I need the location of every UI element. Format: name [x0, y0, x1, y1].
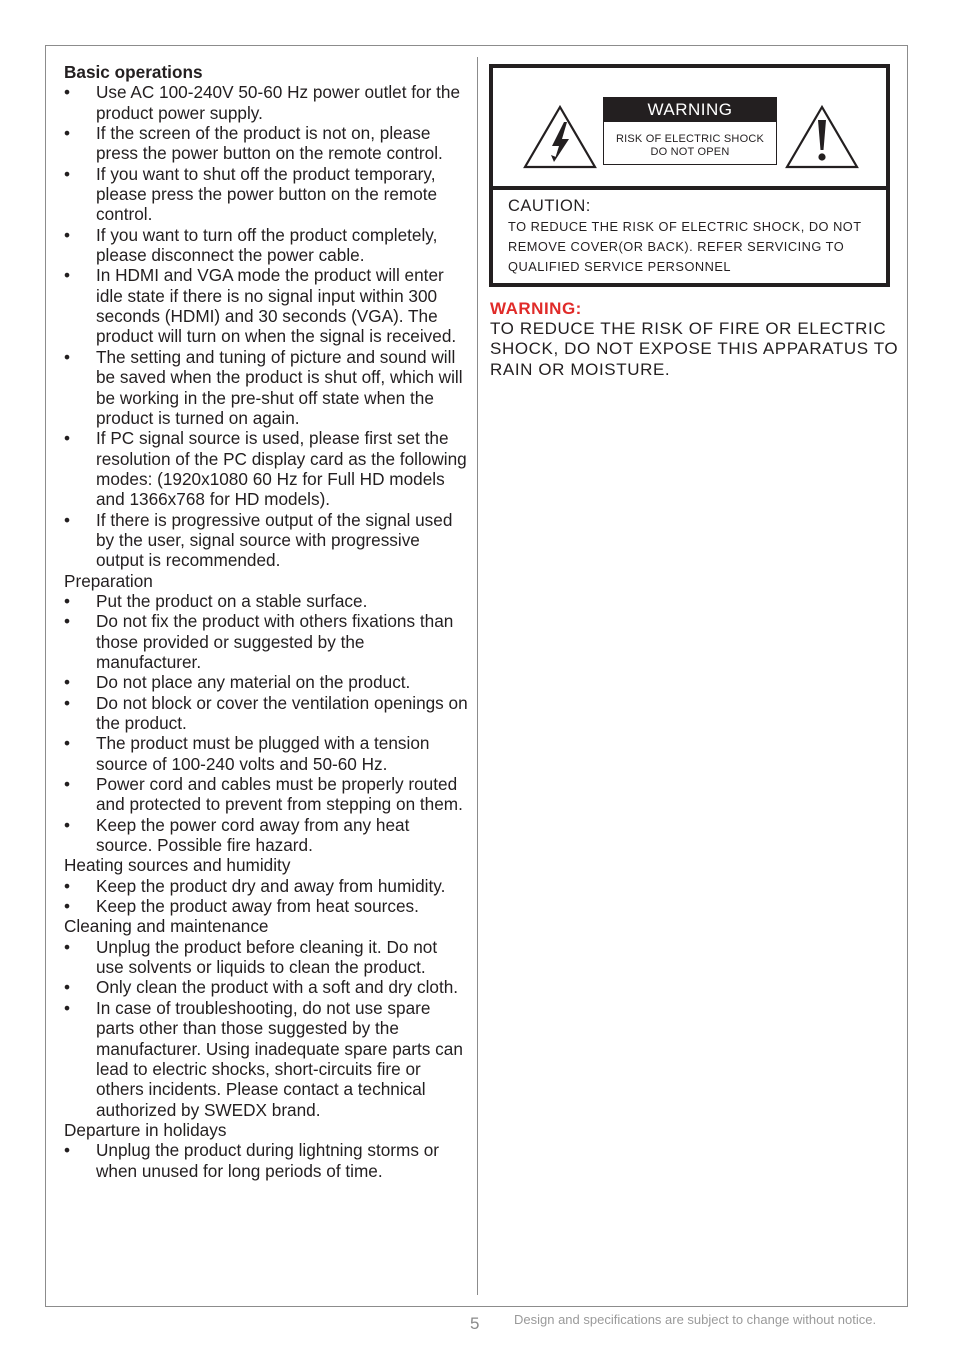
bullet-icon: •	[64, 896, 71, 917]
list-item	[64, 876, 469, 896]
list-item	[64, 998, 469, 1120]
caution-title: CAUTION:	[508, 197, 591, 215]
list-item-text: If PC signal source is used, please first set the resolution of the PC display card as the following modes: (1920x1080 60 Hz for Full HD models and 1366x768 for HD models).	[96, 428, 467, 510]
bullet-icon: •	[64, 692, 71, 713]
warning-label-top	[493, 68, 886, 186]
bullet-icon: •	[64, 163, 71, 184]
warning-label-box	[489, 64, 890, 287]
section-heading: Preparation	[64, 570, 153, 591]
bullet-icon: •	[64, 814, 71, 835]
warning-section	[490, 299, 900, 380]
lightning-triangle-icon	[522, 104, 598, 170]
bullet-icon: •	[64, 509, 71, 530]
list-item-text: If there is progressive output of the signal used by the user, signal source with progressive output is recommended.	[96, 509, 453, 571]
list-item-text: Only clean the product with a soft and dry cloth.	[96, 977, 459, 998]
list-item	[64, 611, 469, 672]
list-item-text: Unplug the product before cleaning it. Do not use solvents or liquids to clean the product.	[96, 936, 438, 978]
bullet-icon: •	[64, 611, 71, 632]
list-item-text: Do not block or cover the ventilation openings on the product.	[96, 692, 468, 733]
bullet-icon: •	[64, 997, 71, 1018]
bullet-icon: •	[64, 123, 71, 144]
list-item-text: Keep the product dry and away from humidity.	[96, 875, 446, 896]
caution-text: TO REDUCE THE RISK OF ELECTRIC SHOCK, DO NOT REMOVE COVER(OR BACK). REFER SERVICING TO QUALIFIED SERVICE PERSONNEL	[508, 219, 862, 274]
bullet-list	[64, 876, 469, 917]
list-item	[64, 896, 469, 916]
exclamation-triangle-icon	[784, 104, 860, 170]
list-item-text: The setting and tuning of picture and sound will be saved when the product is shut off, which will be working in the pre-shut off state when the product is turned on again.	[96, 346, 463, 428]
caution-block	[508, 196, 878, 276]
list-item-text: Do not place any material on the product.	[96, 672, 411, 693]
bullet-list	[64, 937, 469, 1120]
left-column	[64, 62, 469, 1181]
list-item-text: If you want to turn off the product completely, please disconnect the power cable.	[96, 224, 438, 266]
bullet-list	[64, 1140, 469, 1181]
section-heading: Cleaning and maintenance	[64, 916, 269, 937]
bullet-icon: •	[64, 936, 71, 957]
list-item-text: The product must be plugged with a tension source of 100-240 volts and 50-60 Hz.	[96, 733, 430, 774]
footer-note: Design and specifications are subject to change without notice.	[514, 1312, 877, 1327]
list-item-text: Power cord and cables must be properly routed and protected to prevent from stepping on them.	[96, 774, 463, 815]
list-item-text: If you want to shut off the product temporary, please press the power button on the remote control.	[96, 163, 438, 225]
bullet-icon: •	[64, 774, 71, 795]
bullet-icon: •	[64, 733, 71, 754]
bullet-icon: •	[64, 1140, 71, 1161]
list-item	[64, 815, 469, 856]
warning-label-line1: RISK OF ELECTRIC SHOCK	[615, 133, 765, 145]
list-item	[64, 225, 469, 266]
list-item	[64, 164, 469, 225]
warning-label-body	[604, 122, 776, 159]
bullet-icon: •	[64, 265, 71, 286]
bullet-icon: •	[64, 875, 71, 896]
bullet-icon: •	[64, 224, 71, 245]
list-item	[64, 265, 469, 346]
list-item	[64, 774, 469, 815]
section-heading: Basic operations	[64, 62, 203, 82]
list-item	[64, 428, 469, 509]
bullet-icon: •	[64, 672, 71, 693]
list-item	[64, 347, 469, 428]
list-item-text: Unplug the product during lightning storms or when unused for long periods of time.	[96, 1140, 439, 1181]
section-heading: Heating sources and humidity	[64, 855, 291, 876]
list-item-text: Keep the power cord away from any heat source. Possible fire hazard.	[96, 814, 410, 856]
page-number: 5	[470, 1314, 480, 1333]
list-item-text: Put the product on a stable surface.	[96, 590, 368, 611]
warning-label	[603, 97, 777, 165]
bullet-icon: •	[64, 82, 71, 103]
list-item	[64, 733, 469, 774]
list-item	[64, 123, 469, 164]
list-item-text: Do not fix the product with others fixations than those provided or suggested by the manufacturer.	[96, 611, 454, 672]
list-item	[64, 672, 469, 692]
bullet-list	[64, 591, 469, 855]
bullet-list	[64, 82, 469, 570]
list-item	[64, 937, 469, 978]
list-item	[64, 1140, 469, 1181]
bullet-icon: •	[64, 346, 71, 367]
warning-title: WARNING:	[490, 299, 582, 318]
list-item	[64, 510, 469, 571]
list-item-text: If the screen of the product is not on, please press the power button on the remote control.	[96, 123, 443, 164]
warning-label-line2: DO NOT OPEN	[650, 146, 730, 158]
bullet-icon: •	[64, 428, 71, 449]
bullet-icon: •	[64, 590, 71, 611]
list-item-text: In case of troubleshooting, do not use spare parts other than those suggested by the manufacturer. Using inadequate spare parts can lead to electric shocks, short-circuits fire or others incidents. Please contact a technical authorized by SWEDX brand.	[96, 997, 463, 1120]
list-item	[64, 977, 469, 997]
column-divider	[477, 57, 478, 1295]
bullet-icon: •	[64, 977, 71, 998]
list-item	[64, 591, 469, 611]
warning-text: TO REDUCE THE RISK OF FIRE OR ELECTRIC SHOCK, DO NOT EXPOSE THIS APPARATUS TO RAIN OR MOISTURE.	[490, 319, 899, 379]
section-heading: Departure in holidays	[64, 1119, 227, 1140]
list-item-text: In HDMI and VGA mode the product will enter idle state if there is no signal input within 300 seconds (HDMI) and 30 seconds (VGA). The product will turn on when the signal is received.	[96, 265, 457, 347]
list-item	[64, 82, 469, 123]
list-item-text: Keep the product away from heat sources.	[96, 896, 419, 917]
list-item	[64, 693, 469, 734]
warning-label-head: WARNING	[604, 98, 776, 122]
list-item-text: Use AC 100-240V 50-60 Hz power outlet for the product power supply.	[96, 82, 461, 123]
warning-label-separator	[493, 186, 886, 190]
